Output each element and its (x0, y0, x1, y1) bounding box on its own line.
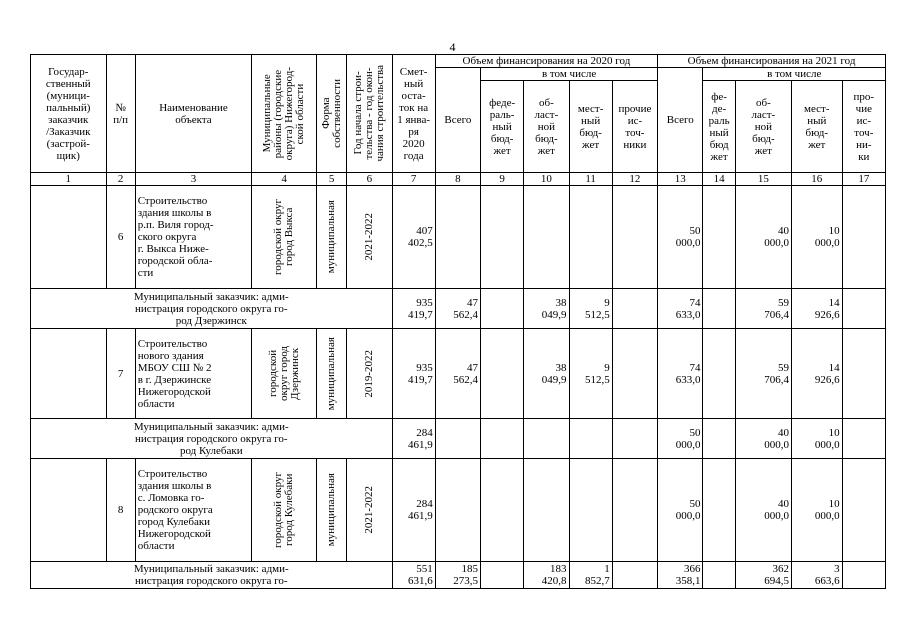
header-local-2020: мест- ный бюд- жет (569, 81, 612, 173)
col-num: 11 (569, 173, 612, 186)
municipal-cell (252, 459, 317, 562)
federal-2020 (481, 562, 524, 589)
col-num: 5 (317, 173, 347, 186)
local-2020: 9 512,5 (569, 289, 612, 329)
other-2020 (612, 329, 657, 419)
local-2021: 14 926,6 (791, 289, 842, 329)
header-other-2020: прочие ис- точ- ники (612, 81, 657, 173)
col-num: 8 (435, 173, 480, 186)
total-2020: 185 273,5 (435, 562, 480, 589)
header-municipal-text: Муниципальные районы (городские округа) Нижегород- ской области (261, 66, 307, 161)
customer-label: Муниципальный заказчик: адми- нистрация городского округа го- (31, 562, 393, 589)
local-2021: 14 926,6 (791, 329, 842, 419)
header-years-text: Год начала строи- тельства - год окон- чания строительства (351, 65, 386, 162)
ownership-text: муниципальная (325, 200, 338, 274)
other-2021 (842, 329, 885, 419)
table-row (31, 186, 886, 289)
regional-2021: 40 000,0 (735, 419, 791, 459)
federal-2020 (481, 289, 524, 329)
regional-2020: 183 420,8 (524, 562, 569, 589)
header-fin2021: Объем финансирования на 2021 год (658, 55, 886, 68)
other-2021 (842, 459, 885, 562)
regional-2021: 40 000,0 (735, 459, 791, 562)
regional-2021: 59 706,4 (735, 329, 791, 419)
other-2021 (842, 562, 885, 589)
municipal-text: городской округ город Дзержинск (266, 346, 301, 401)
header-including-2020: в том числе (481, 68, 658, 81)
other-2020 (612, 186, 657, 289)
customer-label: Муниципальный заказчик: адми- нистрация городского округа го- род Дзержинск (31, 289, 393, 329)
estimate-value: 284 461,9 (392, 459, 435, 562)
federal-2021 (703, 289, 735, 329)
row-number: 8 (106, 459, 135, 562)
other-2020 (612, 562, 657, 589)
total-2020 (435, 186, 480, 289)
years-cell (347, 459, 392, 562)
table-row (31, 329, 886, 419)
regional-2021: 362 694,5 (735, 562, 791, 589)
regional-2020: 38 049,9 (524, 329, 569, 419)
total-2020 (435, 459, 480, 562)
total-2021: 366 358,1 (658, 562, 703, 589)
federal-2021 (703, 419, 735, 459)
header-municipal (252, 55, 317, 173)
federal-2020 (481, 459, 524, 562)
ownership-text: муниципальная (325, 336, 338, 411)
object-name: Строительство нового здания МБОУ СШ № 2 в г. Дзержинске Нижегородской области (135, 329, 252, 419)
years-text: 2021-2022 (362, 213, 375, 261)
estimate-value: 407 402,5 (392, 186, 435, 289)
federal-2021 (703, 329, 735, 419)
years-cell (347, 329, 392, 419)
header-ownership (317, 55, 347, 173)
local-2020: 1 852,7 (569, 562, 612, 589)
federal-2021 (703, 459, 735, 562)
local-2020 (569, 419, 612, 459)
col-num: 12 (612, 173, 657, 186)
header-ownership-text: Форма собственности (319, 79, 343, 148)
total-2021: 74 633,0 (658, 289, 703, 329)
regional-2020: 38 049,9 (524, 289, 569, 329)
local-2021: 10 000,0 (791, 459, 842, 562)
col-num: 10 (524, 173, 569, 186)
local-2021: 10 000,0 (791, 186, 842, 289)
object-name: Строительство здания школы в р.п. Виля город- ского округа г. Выкса Ниже- городской обла- сти (135, 186, 252, 289)
customer-label: Муниципальный заказчик: адми- нистрация городского округа го- род Кулебаки (31, 419, 393, 459)
other-2020 (612, 289, 657, 329)
federal-2020 (481, 419, 524, 459)
col-num: 3 (135, 173, 252, 186)
regional-2020 (524, 419, 569, 459)
total-2021: 50 000,0 (658, 459, 703, 562)
col-num: 7 (392, 173, 435, 186)
other-2020 (612, 419, 657, 459)
column-number-row (31, 173, 886, 186)
local-2020 (569, 186, 612, 289)
regional-2020 (524, 186, 569, 289)
other-2021 (842, 186, 885, 289)
local-2020 (569, 459, 612, 562)
total-2021: 50 000,0 (658, 419, 703, 459)
header-customer: Государ- ственный (муници- пальный) заказчик /Заказчик (застрой- щик) (31, 55, 107, 173)
header-federal-2020: феде- раль- ный бюд- жет (481, 81, 524, 173)
local-2021: 10 000,0 (791, 419, 842, 459)
local-2021: 3 663,6 (791, 562, 842, 589)
header-regional-2020: об- ласт- ной бюд- жет (524, 81, 569, 173)
header-federal-2021: фе- де- раль ный бюд жет (703, 81, 735, 173)
header-total-2020: Всего (435, 68, 480, 173)
municipal-text: городской округ город Кулебаки (272, 471, 296, 549)
empty-cell (31, 459, 107, 562)
col-num: 13 (658, 173, 703, 186)
empty-cell (31, 186, 107, 289)
header-years (347, 55, 392, 173)
total-2020: 47 562,4 (435, 289, 480, 329)
ownership-cell (317, 329, 347, 419)
col-num: 1 (31, 173, 107, 186)
regional-2020 (524, 459, 569, 562)
header-fin2020: Объем финансирования на 2020 год (435, 55, 657, 68)
col-num: 9 (481, 173, 524, 186)
header-total-2021: Всего (658, 68, 703, 173)
col-num: 15 (735, 173, 791, 186)
estimate-value: 284 461,9 (392, 419, 435, 459)
col-num: 14 (703, 173, 735, 186)
header-estimate: Смет- ный оста- ток на 1 янва- ря 2020 года (392, 55, 435, 173)
header-other-2021: про- чие ис- точ- ни- ки (842, 81, 885, 173)
ownership-cell (317, 186, 347, 289)
ownership-cell (317, 459, 347, 562)
federal-2020 (481, 329, 524, 419)
col-num: 2 (106, 173, 135, 186)
estimate-value: 551 631,6 (392, 562, 435, 589)
table-row (31, 419, 886, 459)
years-text: 2021-2022 (362, 486, 375, 534)
table-row (31, 562, 886, 589)
header-regional-2021: об- ласт- ной бюд- жет (735, 81, 791, 173)
header-num: № п/п (106, 55, 135, 173)
other-2021 (842, 419, 885, 459)
ownership-text: муниципальная (325, 473, 338, 547)
municipal-cell (252, 186, 317, 289)
estimate-value: 935 419,7 (392, 289, 435, 329)
page-number: 4 (449, 40, 456, 54)
federal-2020 (481, 186, 524, 289)
col-num: 4 (252, 173, 317, 186)
years-text: 2019-2022 (362, 349, 375, 398)
table-row (31, 289, 886, 329)
col-num: 16 (791, 173, 842, 186)
local-2020: 9 512,5 (569, 329, 612, 419)
total-2020: 47 562,4 (435, 329, 480, 419)
federal-2021 (703, 562, 735, 589)
other-2021 (842, 289, 885, 329)
regional-2021: 59 706,4 (735, 289, 791, 329)
financing-table (30, 54, 886, 589)
header-including-2021: в том числе (703, 68, 886, 81)
other-2020 (612, 459, 657, 562)
header-name: Наименование объекта (135, 55, 252, 173)
total-2020 (435, 419, 480, 459)
regional-2021: 40 000,0 (735, 186, 791, 289)
col-num: 6 (347, 173, 392, 186)
estimate-value: 935 419,7 (392, 329, 435, 419)
federal-2021 (703, 186, 735, 289)
object-name: Строительство здания школы в с. Ломовка го- родского округа город Кулебаки Нижегородской области (135, 459, 252, 562)
header-local-2021: мест- ный бюд- жет (791, 81, 842, 173)
row-number: 6 (106, 186, 135, 289)
table-row (31, 459, 886, 562)
empty-cell (31, 329, 107, 419)
years-cell (347, 186, 392, 289)
municipal-text: городской округ город Выкса (272, 198, 296, 276)
row-number: 7 (106, 329, 135, 419)
municipal-cell (252, 329, 317, 419)
total-2021: 74 633,0 (658, 329, 703, 419)
total-2021: 50 000,0 (658, 186, 703, 289)
col-num: 17 (842, 173, 885, 186)
